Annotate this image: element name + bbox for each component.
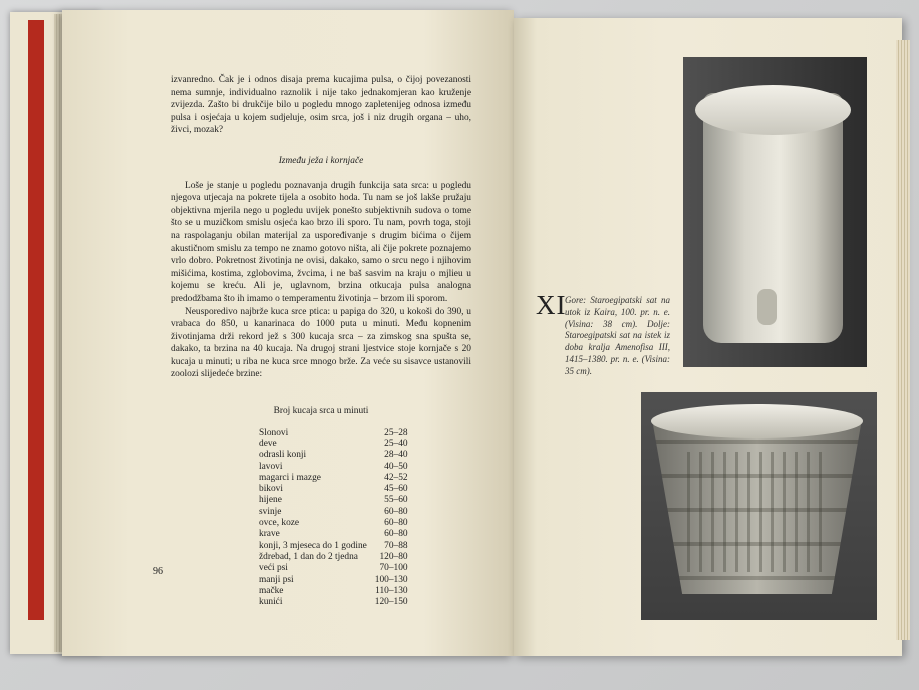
rate-cell: 70–88: [384, 540, 408, 551]
paragraph: Loše je stanje u pogledu poznavanja drugih funkcija sata srca: u pogledu njegova utjecaja na pokrete tijela a osobito hoda. Tu nam se još lakše pružaju objektivna mjerila nego u pogledu uvijek ponešto subjektivnih sudova o tome što se u muzičkom smislu osjeća kao brzo ili sporo. Tu nam, povrh toga, stoji na raspolaganju obilan materijal za uspoređivanje s drugim bićima o čijem akustičnom smislu za tempo ne znamo gotovo ništa, ali čije pokrete poznajemo vrlo dobro. Pokretnost životinja ne ovisi, dakako, samo o srcu nego i njihovim mišićima, kostima, zglobovima, žvcima, i ne baš sasvim na kraju o mjlieu u kojemu se kreću. Ali je, uglavnom, brzina otkucaja pulsa analogna predodžbama što ih imamo o temperamentu životinja – brzom ili sporom.: [171, 180, 471, 304]
rate-cell: 110–130: [375, 585, 408, 596]
animal-cell: konji, 3 mjeseca do 1 godine: [259, 540, 367, 551]
table-row: [259, 597, 408, 608]
rate-cell: 60–80: [384, 518, 408, 529]
vessel-rim: [651, 404, 863, 438]
rate-cell: 25–28: [384, 427, 408, 438]
rate-cell: 120–80: [379, 551, 408, 562]
animal-cell: deve: [259, 438, 277, 449]
animal-cell: krave: [259, 529, 280, 540]
table-row: [259, 518, 408, 529]
animal-cell: kunići: [259, 597, 283, 608]
heart-rate-table: [259, 428, 408, 609]
page-number: 96: [153, 566, 163, 577]
table-row: [259, 473, 408, 484]
table-row: [259, 439, 408, 450]
rate-cell: 120–150: [374, 597, 408, 608]
rate-cell: 40–50: [384, 461, 408, 472]
table-title: Broj kucaja srca u minuti: [273, 406, 369, 417]
animal-cell: svinje: [259, 506, 282, 517]
paragraph: izvanredno. Čak je i odnos disaja prema kucajima pulsa, o čijoj povezanosti nema sumnje, individualno raznolik i nije tako jednakomjeran kao kruženje zvijezda. Zašto bi drukčije bilo u pogledu mnogo zapletenijeg odnosa između pulsa i osjećaja u kojem sudjeluje, osim srca, još i niz drugih organa – uho, živci, mozak?: [171, 75, 471, 136]
table-row: [259, 450, 408, 461]
animal-cell: odrasli konji: [259, 450, 307, 461]
animal-cell: bikovi: [259, 484, 283, 495]
rate-cell: 100–130: [374, 574, 408, 585]
table-row: [259, 552, 408, 563]
rate-cell: 28–40: [384, 450, 408, 461]
photo-water-clock-outflow: [641, 392, 877, 620]
plate-number: XI: [536, 290, 567, 320]
animal-cell: magarci i mazge: [259, 472, 321, 483]
rate-cell: 25–40: [384, 438, 408, 449]
table-row: [259, 507, 408, 518]
table-row: [259, 529, 408, 540]
table-row: [259, 563, 408, 574]
animal-cell: veći psi: [259, 563, 288, 574]
table-row: [259, 575, 408, 586]
vessel-spout: [757, 289, 777, 325]
table-row: [259, 495, 408, 506]
table-row: [259, 586, 408, 597]
vessel-rim: [695, 85, 851, 135]
animal-cell: mačke: [259, 585, 284, 596]
rate-cell: 60–80: [384, 506, 408, 517]
rate-cell: 60–80: [384, 529, 408, 540]
animal-cell: lavovi: [259, 461, 283, 472]
paragraph: Neusporedivo najbrže kuca srce ptica: u papiga do 320, u kokoši do 390, u vrabaca do 850, u kanarinaca do 1000 puta u minuti. Među kopnenim životinjama drži rekord jež s 300 kucaja srca – za zimskog sna spušta se, dakako, ta brzina na 40 kucaja. Na drugoj strani ljestvice stoje kornjače s 20 kucaja u minuti; u riba ne kuca srce mnogo brže. Za veće su sisavce ustanovili zoolozi slijedeće brzine:: [171, 306, 471, 380]
table-row: [259, 428, 408, 439]
animal-cell: manji psi: [259, 574, 294, 585]
animal-cell: hijene: [259, 495, 282, 506]
rate-cell: 45–60: [384, 484, 408, 495]
table-row: [259, 462, 408, 473]
photo-water-clock-inflow: [683, 57, 867, 367]
animal-cell: Slonovi: [259, 427, 289, 438]
animal-cell: ždrebad, 1 dan do 2 tjedna: [259, 551, 358, 562]
right-page-edges: [896, 40, 910, 640]
rate-cell: 55–60: [384, 495, 408, 506]
rate-cell: 42–52: [384, 472, 408, 483]
rate-cell: 70–100: [379, 563, 408, 574]
table-row: [259, 484, 408, 495]
left-page-text: [171, 74, 471, 608]
section-heading: Između ježa i kornjače: [278, 155, 364, 166]
relief-figures: [687, 452, 827, 572]
red-book-spine: [28, 20, 44, 620]
plate-caption: Gore: Staroegipatski sat na utok iz Kaira, 100. pr. n. e. (Visina: 38 cm). Dolje: Staroegipatski sat na istek iz doba kralja Amenofisa III, 1415–1380. pr. n. e. (Visina: 35 cm).: [565, 295, 670, 376]
table-row: [259, 541, 408, 552]
animal-cell: ovce, koze: [259, 518, 300, 529]
